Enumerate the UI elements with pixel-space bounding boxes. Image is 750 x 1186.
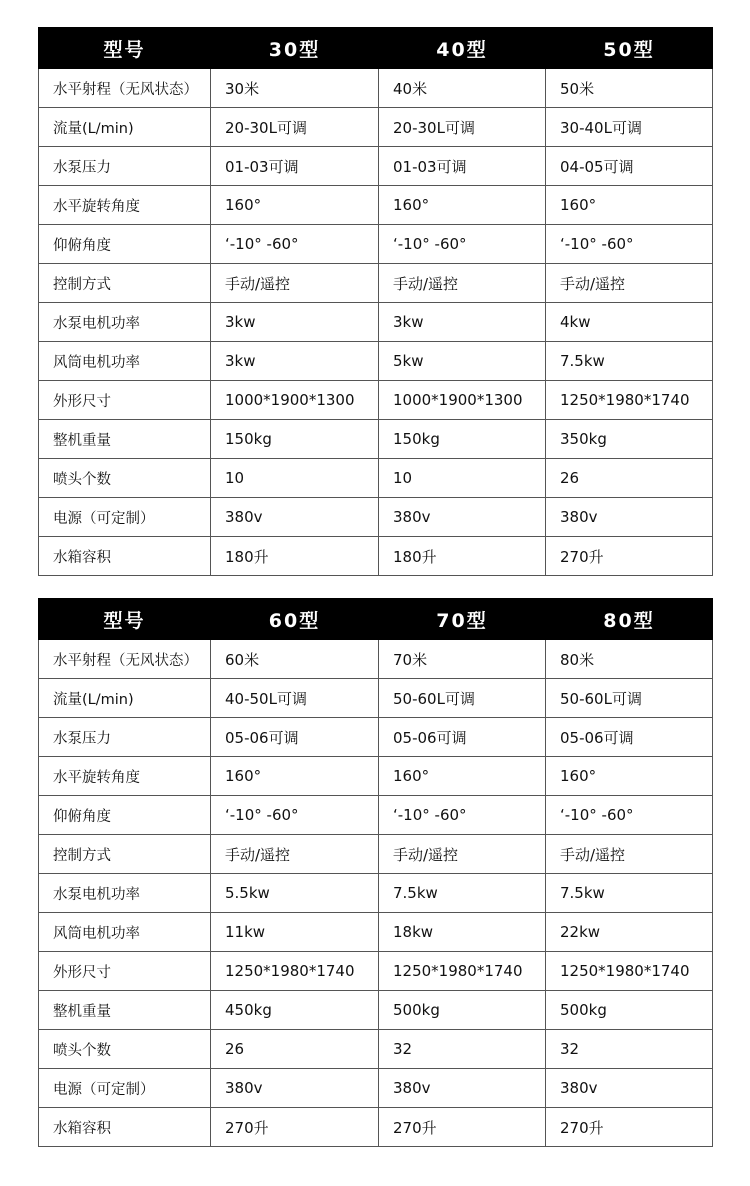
spec-label: 水箱容积: [39, 1108, 211, 1147]
spec-value: 380v: [379, 1069, 546, 1108]
table-row: [39, 1030, 713, 1069]
table-row: [39, 952, 713, 991]
table-row: [39, 1069, 713, 1108]
spec-label: 风筒电机功率: [39, 342, 211, 381]
header-model-label: 型号: [39, 599, 211, 640]
spec-value: 270升: [546, 1108, 713, 1147]
spec-value: 40米: [379, 69, 546, 108]
spec-value: 70米: [379, 640, 546, 679]
spec-value: 3kw: [211, 342, 379, 381]
spec-value: 450kg: [211, 991, 379, 1030]
header-model-label: 型号: [39, 28, 211, 69]
spec-label: 水平旋转角度: [39, 186, 211, 225]
table-row: [39, 264, 713, 303]
table-row: [39, 303, 713, 342]
spec-value: ‘-10° -60°: [211, 796, 379, 835]
spec-value: 1250*1980*1740: [546, 381, 713, 420]
spec-value: 26: [211, 1030, 379, 1069]
spec-label: 水平旋转角度: [39, 757, 211, 796]
table-row: [39, 1108, 713, 1147]
spec-value: 05-06可调: [379, 718, 546, 757]
table-row: [39, 381, 713, 420]
spec-value: 50-60L可调: [546, 679, 713, 718]
spec-value: 160°: [379, 757, 546, 796]
spec-value: 7.5kw: [546, 874, 713, 913]
spec-value: 手动/遥控: [546, 264, 713, 303]
spec-label: 风筒电机功率: [39, 913, 211, 952]
spec-value: 7.5kw: [379, 874, 546, 913]
spec-value: 01-03可调: [211, 147, 379, 186]
table-row: [39, 498, 713, 537]
header-model-1: 30型: [211, 28, 379, 69]
table-row: [39, 796, 713, 835]
table-row: [39, 459, 713, 498]
spec-label: 水箱容积: [39, 537, 211, 576]
spec-value: 50-60L可调: [379, 679, 546, 718]
spec-value: 手动/遥控: [546, 835, 713, 874]
spec-value: ‘-10° -60°: [546, 225, 713, 264]
spec-value: 1250*1980*1740: [211, 952, 379, 991]
spec-value: 180升: [211, 537, 379, 576]
spec-value: 手动/遥控: [379, 835, 546, 874]
spec-label: 流量(L/min): [39, 679, 211, 718]
spec-value: 5kw: [379, 342, 546, 381]
table-row: [39, 186, 713, 225]
table-row: [39, 69, 713, 108]
spec-label: 整机重量: [39, 420, 211, 459]
table-row: [39, 225, 713, 264]
spec-value: 160°: [546, 186, 713, 225]
table-row: [39, 835, 713, 874]
spec-value: 380v: [211, 1069, 379, 1108]
spec-label: 外形尺寸: [39, 381, 211, 420]
spec-value: 380v: [379, 498, 546, 537]
header-model-2: 40型: [379, 28, 546, 69]
table-row: [39, 420, 713, 459]
spec-label: 水平射程（无风状态）: [39, 640, 211, 679]
spec-value: 04-05可调: [546, 147, 713, 186]
table-row: [39, 991, 713, 1030]
spec-value: 350kg: [546, 420, 713, 459]
spec-value: 160°: [211, 757, 379, 796]
table-row: [39, 874, 713, 913]
spec-value: ‘-10° -60°: [379, 225, 546, 264]
spec-value: 32: [379, 1030, 546, 1069]
spec-value: 1000*1900*1300: [379, 381, 546, 420]
spec-label: 喷头个数: [39, 459, 211, 498]
spec-label: 电源（可定制）: [39, 1069, 211, 1108]
spec-label: 水泵电机功率: [39, 303, 211, 342]
spec-value: 05-06可调: [211, 718, 379, 757]
spec-value: 160°: [379, 186, 546, 225]
spec-value: 7.5kw: [546, 342, 713, 381]
spec-value: 01-03可调: [379, 147, 546, 186]
spec-value: 380v: [546, 498, 713, 537]
spec-value: ‘-10° -60°: [379, 796, 546, 835]
spec-value: 270升: [379, 1108, 546, 1147]
header-model-3: 50型: [546, 28, 713, 69]
spec-value: 10: [211, 459, 379, 498]
table-row: [39, 342, 713, 381]
spec-value: 160°: [546, 757, 713, 796]
spec-value: 32: [546, 1030, 713, 1069]
spec-value: 50米: [546, 69, 713, 108]
spec-label: 水泵压力: [39, 147, 211, 186]
table-row: [39, 537, 713, 576]
spec-value: 20-30L可调: [379, 108, 546, 147]
spec-label: 水泵压力: [39, 718, 211, 757]
spec-value: 500kg: [379, 991, 546, 1030]
spec-value: 5.5kw: [211, 874, 379, 913]
spec-value: 18kw: [379, 913, 546, 952]
spec-value: 20-30L可调: [211, 108, 379, 147]
table-row: [39, 679, 713, 718]
spec-value: 500kg: [546, 991, 713, 1030]
spec-value: 380v: [546, 1069, 713, 1108]
spec-value: 1000*1900*1300: [211, 381, 379, 420]
spec-value: 270升: [211, 1108, 379, 1147]
spec-label: 仰俯角度: [39, 796, 211, 835]
spec-value: 26: [546, 459, 713, 498]
spec-value: 1250*1980*1740: [379, 952, 546, 991]
spec-value: 10: [379, 459, 546, 498]
spec-label: 仰俯角度: [39, 225, 211, 264]
spec-value: 30-40L可调: [546, 108, 713, 147]
spec-value: 60米: [211, 640, 379, 679]
spec-value: 11kw: [211, 913, 379, 952]
spec-value: 150kg: [211, 420, 379, 459]
table-row: [39, 640, 713, 679]
spec-value: 手动/遥控: [379, 264, 546, 303]
spec-table-60-80: [38, 598, 713, 1147]
spec-value: 80米: [546, 640, 713, 679]
spec-value: ‘-10° -60°: [546, 796, 713, 835]
spec-value: 05-06可调: [546, 718, 713, 757]
spec-value: 3kw: [379, 303, 546, 342]
header-row: [39, 28, 713, 69]
spec-label: 控制方式: [39, 835, 211, 874]
spec-value: 手动/遥控: [211, 264, 379, 303]
header-model-3: 80型: [546, 599, 713, 640]
spec-value: 1250*1980*1740: [546, 952, 713, 991]
spec-value: 150kg: [379, 420, 546, 459]
table-row: [39, 913, 713, 952]
spec-label: 喷头个数: [39, 1030, 211, 1069]
header-model-1: 60型: [211, 599, 379, 640]
spec-value: 4kw: [546, 303, 713, 342]
header-model-2: 70型: [379, 599, 546, 640]
spec-value: 手动/遥控: [211, 835, 379, 874]
spec-label: 电源（可定制）: [39, 498, 211, 537]
spec-label: 外形尺寸: [39, 952, 211, 991]
table-row: [39, 147, 713, 186]
spec-value: ‘-10° -60°: [211, 225, 379, 264]
spec-value: 3kw: [211, 303, 379, 342]
table-row: [39, 718, 713, 757]
spec-label: 控制方式: [39, 264, 211, 303]
spec-value: 380v: [211, 498, 379, 537]
spec-value: 22kw: [546, 913, 713, 952]
spec-value: 270升: [546, 537, 713, 576]
spec-label: 水平射程（无风状态）: [39, 69, 211, 108]
table-row: [39, 757, 713, 796]
spec-label: 流量(L/min): [39, 108, 211, 147]
spec-label: 水泵电机功率: [39, 874, 211, 913]
spec-value: 40-50L可调: [211, 679, 379, 718]
table-row: [39, 108, 713, 147]
spec-value: 180升: [379, 537, 546, 576]
header-row: [39, 599, 713, 640]
spec-label: 整机重量: [39, 991, 211, 1030]
spec-value: 30米: [211, 69, 379, 108]
spec-value: 160°: [211, 186, 379, 225]
spec-table-30-50: [38, 27, 713, 576]
